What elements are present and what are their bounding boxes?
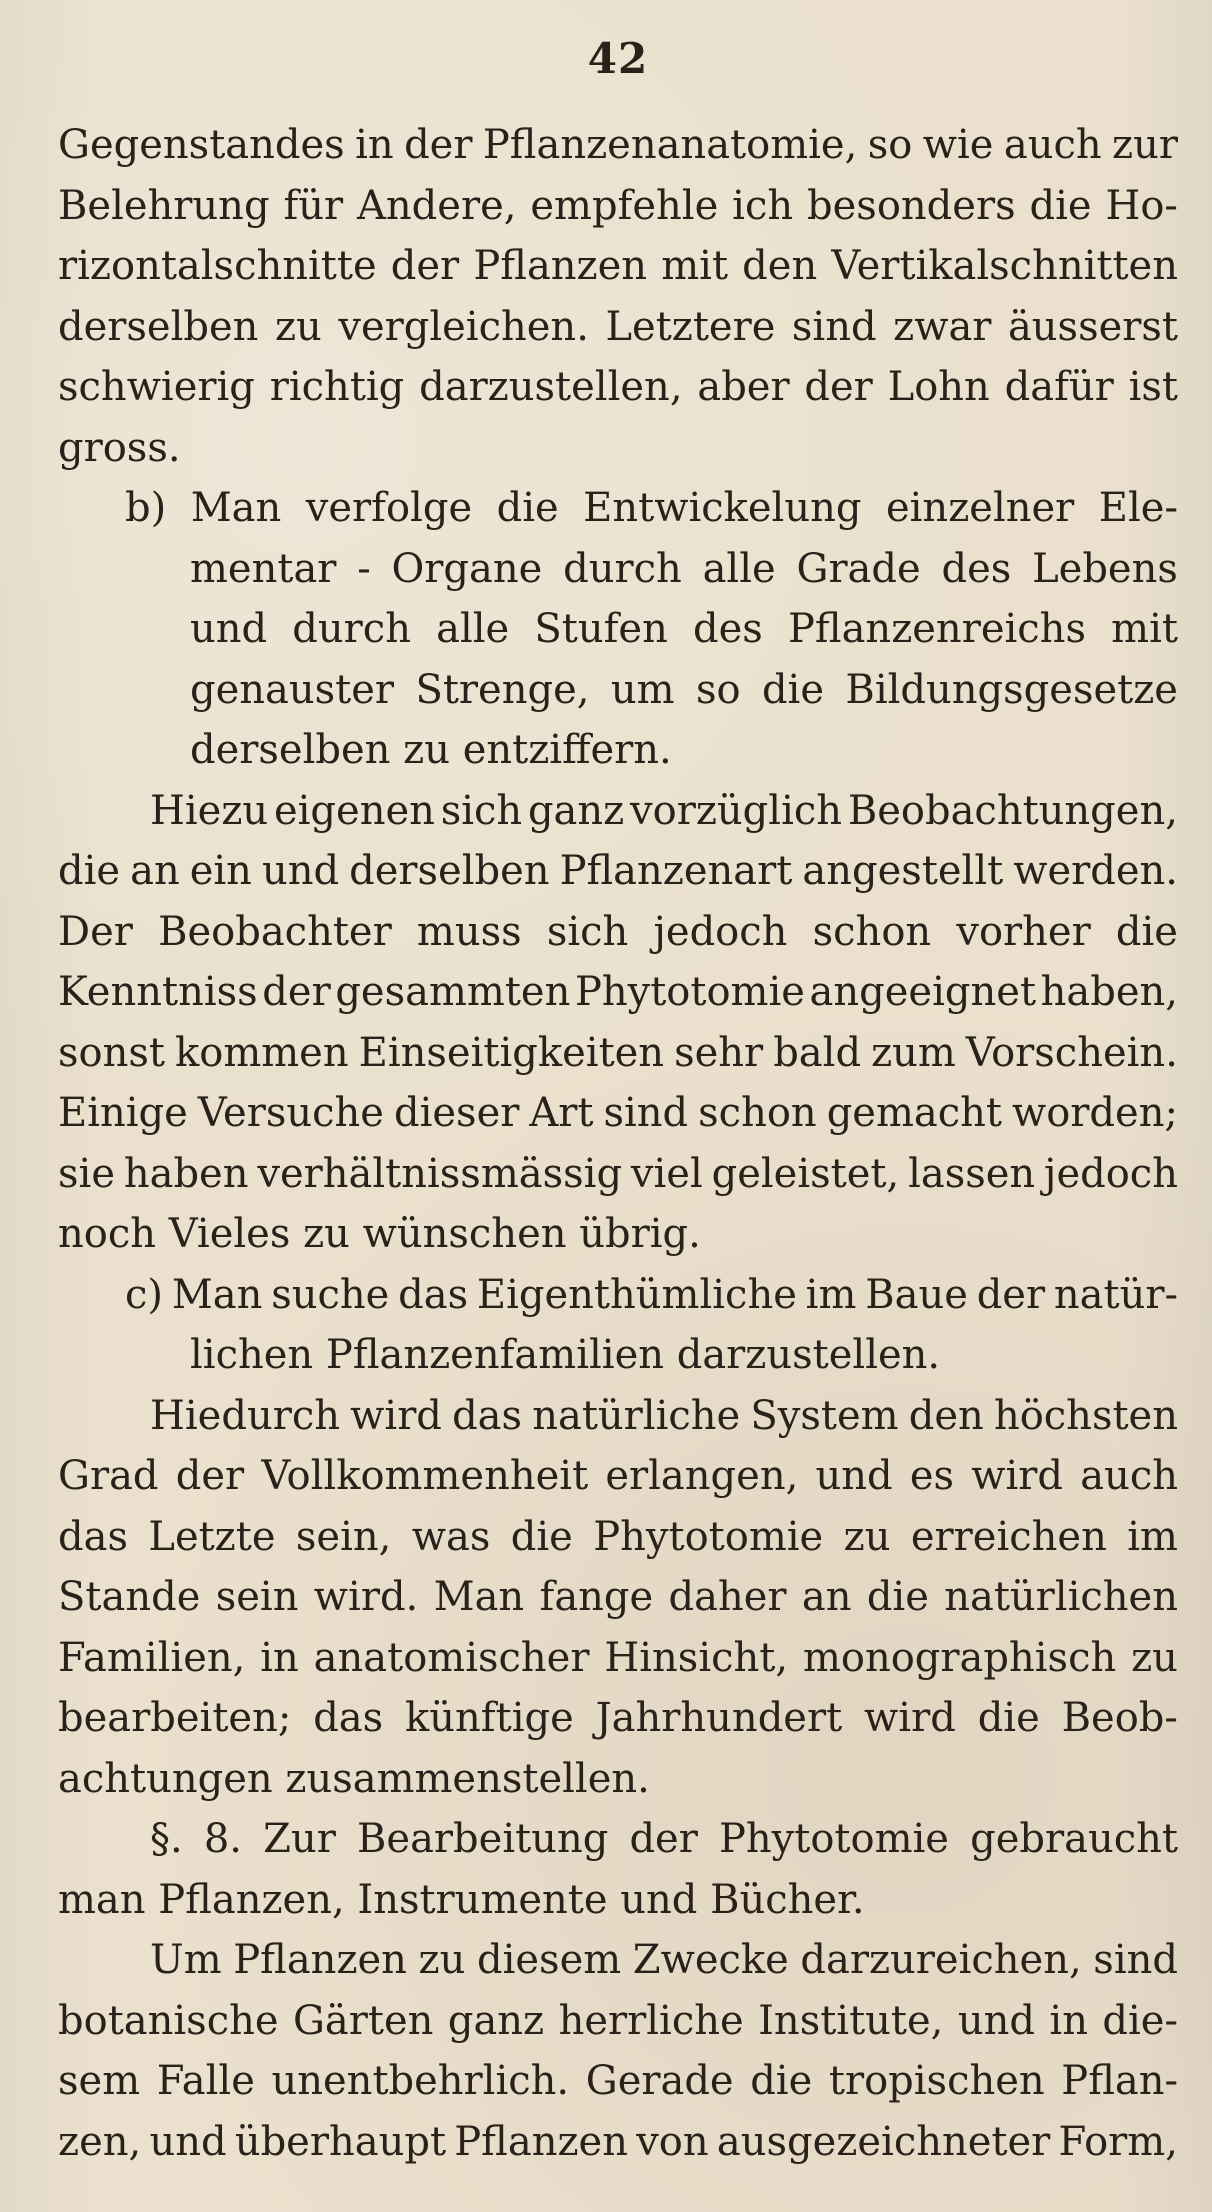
word: mit: [1111, 606, 1178, 652]
word: Institute,: [758, 1997, 944, 2044]
paragraph-pflanzen-line-1: [58, 1930, 1178, 1991]
word: vorzüglich: [630, 787, 843, 834]
word: sich: [546, 908, 629, 955]
word: der: [629, 1816, 698, 1862]
word: suche: [271, 1271, 390, 1318]
word: das: [313, 1695, 384, 1741]
word: so: [695, 666, 741, 713]
word: Eigenthümliche: [476, 1271, 797, 1318]
word: jedoch: [1044, 1150, 1178, 1197]
word: sein,: [295, 1513, 392, 1560]
paragraph-hiezu-line-5: [58, 1023, 1178, 1084]
word: ausgezeichneter: [716, 2118, 1051, 2165]
word: verhältnissmässig: [257, 1150, 623, 1197]
word: Phytotomie: [719, 1816, 949, 1862]
word: Pflanzen: [233, 1937, 407, 1983]
paragraph-hiedurch-line-1: [58, 1386, 1178, 1447]
word: Lohn: [887, 364, 990, 410]
word: der: [390, 243, 460, 289]
word: das: [58, 1513, 128, 1560]
word: Entwickelung: [583, 485, 862, 531]
word: sehr: [674, 1029, 764, 1076]
word: gesammten: [335, 969, 571, 1015]
word: Form,: [1058, 2118, 1178, 2165]
word: die: [510, 1513, 573, 1560]
word: Jahrhundert: [595, 1695, 843, 1741]
word: im: [1127, 1513, 1178, 1560]
word: darzustellen,: [419, 364, 683, 410]
word: kommen: [175, 1029, 349, 1076]
word: Einige: [58, 1090, 188, 1136]
word: die: [761, 666, 825, 713]
word: Baue: [865, 1271, 968, 1318]
word: unentbehrlich.: [271, 2058, 570, 2104]
word: in: [260, 1634, 299, 1681]
word: die: [1115, 908, 1178, 955]
word: künftige: [405, 1695, 574, 1741]
word: alle: [702, 545, 776, 592]
text-line-04: [58, 297, 1178, 358]
word: Hinsicht,: [604, 1634, 789, 1681]
word: ich: [732, 182, 794, 229]
word: der: [976, 1271, 1046, 1318]
word: angeeignet: [809, 969, 1037, 1015]
word: mentar: [190, 545, 337, 592]
word: der: [175, 1453, 245, 1499]
word: gemacht: [826, 1090, 1002, 1136]
word: im: [805, 1271, 857, 1318]
word: mit: [661, 243, 729, 289]
word: Hiezu: [150, 787, 269, 834]
paragraph-hiezu-line-3: [58, 902, 1178, 963]
word: wie: [922, 122, 994, 168]
word: Organe: [391, 545, 543, 592]
word: wird: [864, 1695, 956, 1741]
word: wird: [971, 1453, 1064, 1499]
text-line-02: [58, 176, 1178, 237]
text-line-06: gross.: [58, 424, 181, 471]
word: ein: [189, 848, 252, 894]
word: so: [867, 122, 913, 168]
word: von: [636, 2118, 709, 2165]
word: Grade: [796, 545, 921, 592]
word: b): [125, 485, 167, 531]
word: Pflanzenart: [559, 848, 793, 894]
word: die: [750, 2058, 813, 2104]
word: äusserst: [1007, 303, 1178, 350]
word: zwar: [893, 303, 992, 350]
word: überhaupt: [234, 2118, 447, 2165]
word: derselben: [58, 303, 259, 350]
word: die: [866, 1574, 929, 1620]
word: worden;: [1011, 1090, 1178, 1136]
word: geleistet,: [711, 1150, 900, 1197]
word: besonders: [807, 182, 1016, 229]
word: haben: [123, 1150, 249, 1197]
word: Pflanzen: [454, 2118, 628, 2165]
word: bald: [773, 1029, 862, 1076]
word: dieser: [393, 1090, 520, 1136]
word: eigenen: [273, 787, 435, 834]
paragraph-hiezu-line-2: [58, 841, 1178, 902]
word: daher: [668, 1574, 787, 1620]
word: die: [496, 485, 559, 531]
word: §.: [150, 1816, 183, 1862]
word: der: [262, 969, 331, 1015]
word: aber: [697, 364, 790, 410]
word: Pflan-: [1061, 2058, 1178, 2104]
word: bearbeiten;: [58, 1695, 292, 1741]
word: sem: [58, 2058, 141, 2104]
word: sind: [1093, 1937, 1178, 1983]
word: Ho-: [1105, 182, 1178, 229]
word: dafür: [1004, 364, 1114, 410]
word: Phytotomie: [593, 1513, 824, 1560]
word: angestellt: [802, 848, 1004, 894]
word: Familien,: [58, 1634, 246, 1681]
list-item-b-line-4: [58, 660, 1178, 721]
word: Gärten: [292, 1997, 434, 2044]
paragraph-hiezu-line-6: [58, 1083, 1178, 1144]
word: Bildungsgesetze: [845, 666, 1178, 713]
word: in: [355, 122, 394, 168]
word: zen,: [58, 2118, 142, 2165]
word: 8.: [203, 1816, 243, 1862]
word: Pflanzenreichs: [787, 606, 1086, 652]
word: ist: [1128, 364, 1178, 410]
word: den: [742, 243, 818, 289]
word: sie: [58, 1150, 115, 1197]
word: Phytotomie: [574, 969, 805, 1015]
word: viel: [630, 1150, 703, 1197]
word: haben,: [1040, 969, 1178, 1015]
word: Beob-: [1061, 1695, 1178, 1741]
word: Andere,: [357, 182, 517, 229]
word: wird.: [313, 1574, 419, 1620]
paragraph-hiezu-line-1: [58, 781, 1178, 842]
word: sein: [215, 1574, 299, 1620]
word: die: [58, 848, 121, 894]
paragraph-hiezu-line-8: noch Vieles zu wünschen übrig.: [58, 1211, 701, 1257]
word: Letzte: [148, 1513, 276, 1560]
word: Lebens: [1032, 545, 1178, 592]
paragraph-hiedurch-line-2: [58, 1446, 1178, 1507]
word: Grad: [58, 1453, 159, 1499]
word: zu: [843, 1513, 891, 1560]
word: Pflanzen: [473, 243, 648, 289]
word: Gegenstandes: [58, 122, 345, 168]
word: an: [801, 1574, 852, 1620]
word: Gerade: [585, 2058, 734, 2104]
word: die: [1029, 182, 1092, 229]
paragraph-hiedurch-line-5: [58, 1628, 1178, 1689]
word: Stande: [58, 1574, 201, 1620]
text-line-01: [58, 115, 1178, 176]
word: auch: [1003, 122, 1102, 168]
word: natürlichen: [944, 1574, 1178, 1620]
page-number: 42: [587, 34, 649, 83]
word: fange: [539, 1574, 654, 1620]
word: richtig: [269, 364, 405, 410]
word: Man: [433, 1574, 525, 1620]
word: einzelner: [885, 485, 1075, 531]
page-body-text: [58, 115, 1178, 2172]
word: ganz: [447, 1997, 545, 2044]
word: des: [941, 545, 1012, 592]
word: wird: [350, 1392, 442, 1439]
word: Man: [171, 1271, 263, 1318]
word: sind: [791, 303, 877, 350]
word: natürliche: [532, 1392, 741, 1439]
section-8-line-2: man Pflanzen, Instrumente und Bücher.: [58, 1876, 865, 1923]
word: natür-: [1053, 1271, 1178, 1318]
word: Kenntniss: [58, 969, 258, 1015]
word: das: [452, 1392, 523, 1439]
word: den: [908, 1392, 984, 1439]
word: und: [149, 2118, 227, 2165]
word: Stufen: [534, 606, 668, 652]
word: zu: [418, 1937, 466, 1983]
paragraph-hiezu-line-4: [58, 962, 1178, 1023]
paragraph-hiedurch-line-6: [58, 1688, 1178, 1749]
word: höchsten: [993, 1392, 1178, 1439]
paragraph-hiedurch-line-3: [58, 1507, 1178, 1568]
list-item-b-line-3: [58, 599, 1178, 660]
word: das: [398, 1271, 469, 1318]
word: schon: [812, 908, 932, 955]
word: Einseitigkeiten: [358, 1029, 665, 1076]
word: in: [1049, 1997, 1088, 2044]
word: um: [610, 666, 675, 713]
word: rizontalschnitte: [58, 243, 377, 289]
word: des: [693, 606, 763, 652]
word: Der: [58, 908, 133, 955]
word: schwierig: [58, 364, 255, 410]
word: was: [411, 1513, 491, 1560]
word: schon: [698, 1090, 817, 1136]
word: der: [804, 364, 873, 410]
word: Beobachter: [158, 908, 392, 955]
word: System: [750, 1392, 899, 1439]
word: genauster: [190, 666, 395, 713]
word: die: [977, 1695, 1040, 1741]
word: alle: [436, 606, 510, 652]
word: herrliche: [558, 1997, 744, 2044]
word: und: [261, 848, 340, 894]
word: derselben: [349, 848, 550, 894]
list-item-b-line-2: [58, 539, 1178, 600]
word: muss: [416, 908, 522, 955]
word: Ele-: [1098, 485, 1178, 531]
word: durch: [292, 606, 411, 652]
paragraph-pflanzen-line-3: [58, 2051, 1178, 2112]
word: für: [283, 182, 344, 229]
word: durch: [563, 545, 682, 592]
word: Beobachtungen,: [847, 787, 1178, 834]
word: -: [357, 545, 371, 592]
section-8-line-1: [58, 1809, 1178, 1870]
word: zu: [1131, 1634, 1178, 1681]
word: ganz: [527, 787, 625, 834]
word: Man: [190, 485, 282, 531]
word: tropischen: [828, 2058, 1045, 2104]
word: vergleichen.: [338, 303, 589, 350]
word: Belehrung: [58, 182, 270, 229]
word: monographisch: [802, 1634, 1117, 1681]
word: sonst: [58, 1029, 165, 1076]
paragraph-pflanzen-line-4: [58, 2112, 1178, 2173]
text-line-05: [58, 357, 1178, 418]
word: und: [815, 1453, 893, 1499]
word: an: [130, 848, 180, 894]
word: sich: [440, 787, 523, 834]
word: Vollkommenheit: [261, 1453, 589, 1499]
word: verfolge: [305, 485, 473, 531]
word: erreichen: [910, 1513, 1107, 1560]
word: Vertikalschnitten: [831, 243, 1178, 289]
word: anatomischer: [313, 1634, 590, 1681]
list-item-b-line-5: derselben zu entziffern.: [190, 727, 672, 773]
word: Zur: [263, 1816, 336, 1862]
word: Zwecke: [632, 1937, 789, 1983]
word: und: [957, 1997, 1035, 2044]
word: vorher: [956, 908, 1091, 955]
word: zur: [1112, 122, 1178, 168]
word: jedoch: [653, 908, 788, 955]
word: Hiedurch: [150, 1392, 340, 1439]
list-item-b-line-1: [58, 478, 1178, 539]
word: Bearbeitung: [357, 1816, 609, 1862]
word: c): [125, 1271, 164, 1318]
text-line-03: [58, 236, 1178, 297]
word: zu: [274, 303, 322, 350]
list-item-c-line-1: [58, 1265, 1178, 1326]
word: Strenge,: [415, 666, 590, 713]
paragraph-pflanzen-line-2: [58, 1991, 1178, 2052]
word: und: [190, 606, 268, 652]
word: botanische: [58, 1997, 279, 2044]
word: Um: [150, 1937, 222, 1983]
paragraph-hiezu-line-7: [58, 1144, 1178, 1205]
word: auch: [1080, 1453, 1178, 1499]
list-item-c-line-2: lichen Pflanzenfamilien darzustellen.: [190, 1332, 941, 1378]
word: erlangen,: [605, 1453, 799, 1499]
word: Versuche: [197, 1090, 384, 1136]
word: der: [404, 122, 473, 168]
word: Falle: [156, 2058, 255, 2104]
word: diesem: [476, 1937, 622, 1983]
paragraph-hiedurch-line-4: [58, 1567, 1178, 1628]
word: empfehle: [530, 182, 719, 229]
word: Letztere: [605, 303, 776, 350]
word: Vorschein.: [965, 1029, 1178, 1076]
word: die-: [1102, 1997, 1178, 2044]
paragraph-hiedurch-line-7: achtungen zusammenstellen.: [58, 1755, 650, 1802]
word: es: [909, 1453, 955, 1499]
word: zum: [871, 1029, 956, 1076]
word: darzureichen,: [800, 1937, 1082, 1983]
word: Art: [529, 1090, 594, 1136]
word: sind: [603, 1090, 689, 1136]
word: werden.: [1013, 848, 1178, 894]
word: lassen: [908, 1150, 1036, 1197]
word: gebraucht: [970, 1816, 1178, 1862]
word: Pflanzenanatomie,: [482, 122, 858, 168]
